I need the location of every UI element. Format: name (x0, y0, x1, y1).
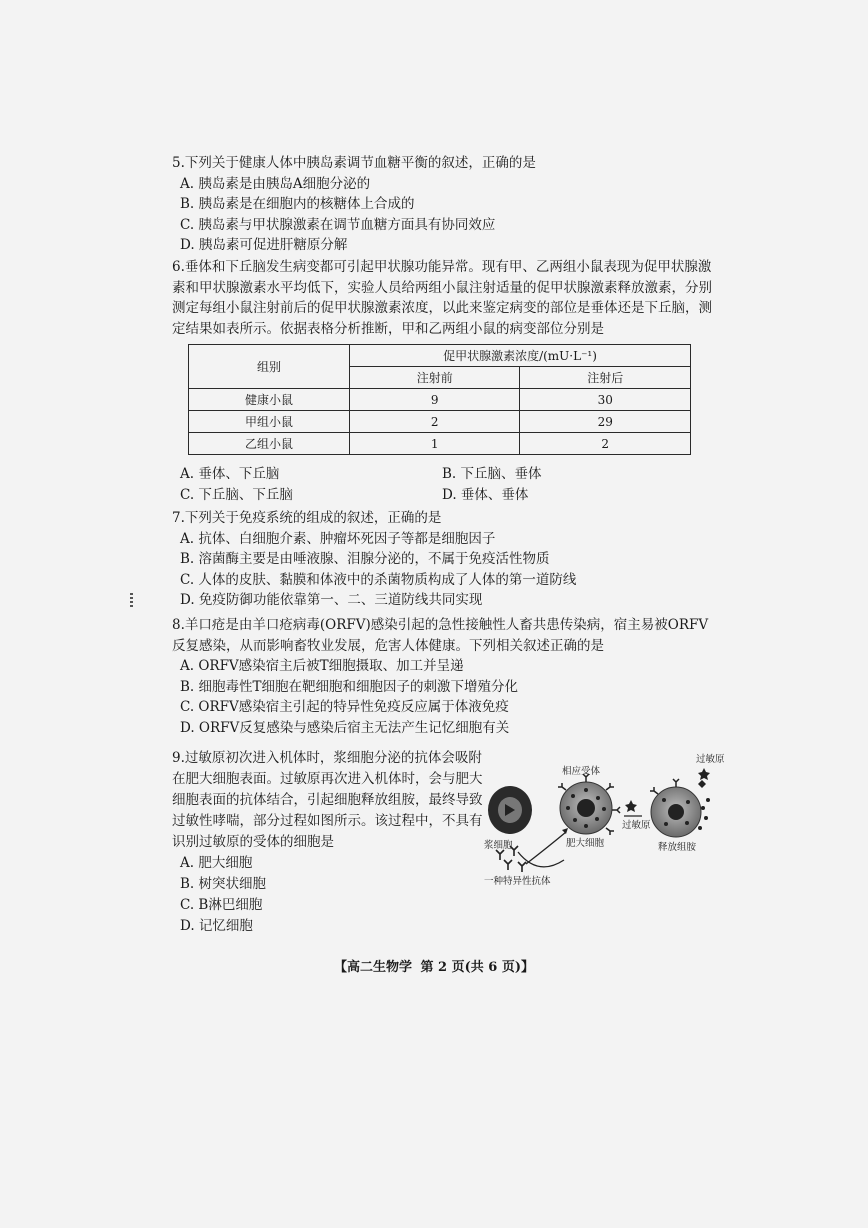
question-5-option-d: D. 胰岛素可促进肝糖原分解 (180, 237, 348, 254)
question-8-stem: 8.羊口疮是由羊口疮病毒(ORFV)感染引起的急性接触性人畜共患传染病，宿主易被ORFV反复感染，从而影响畜牧业发展，危害人体健康。下列相关叙述正确的是 (172, 617, 709, 654)
question-9 (172, 748, 484, 937)
table-row (189, 389, 691, 411)
question-6-option-a: A. 垂体、下丘脑 (180, 466, 280, 482)
page-footer (0, 956, 868, 975)
table-cell-group: 健康小鼠 (189, 389, 350, 411)
release-cell-icon (650, 779, 710, 837)
allergy-figure (478, 752, 738, 892)
question-8-option-d: D. ORFV反复感染与感染后宿主无法产生记忆细胞有关 (180, 719, 510, 736)
table-cell-before: 1 (350, 433, 520, 455)
question-7 (172, 508, 712, 611)
footer-page-number: 第 2 页(共 6 页)】 (420, 960, 535, 975)
arrow-binding (526, 832, 566, 864)
scan-mark (130, 593, 133, 607)
table-cell-group: 乙组小鼠 (189, 433, 350, 455)
question-9-stem: 9.过敏原初次进入机体时，浆细胞分泌的抗体会吸附在肥大细胞表面。过敏原再次进入机体时，会与肥大细胞表面的抗体结合，引起细胞释放组胺，最终导致过敏性哮喘，部分过程如图所示。该过程中，不具有识别过敏原的受体的细胞是 (172, 750, 483, 850)
question-7-option-d: D. 免疫防御功能依靠第一、二、三道防线共同实现 (180, 592, 483, 609)
allergen-star-icon (698, 768, 710, 780)
figure-label-allergen-mid: 过敏原 (622, 820, 651, 831)
allergen-star-icon (625, 800, 637, 812)
question-6-option-c: C. 下丘脑、下丘脑 (180, 486, 293, 503)
question-7-option-b: B. 溶菌酶主要是由唾液腺、泪腺分泌的，不属于免疫活性物质 (180, 551, 550, 568)
question-8-option-b: B. 细胞毒性T细胞在靶细胞和细胞因子的刺激下增殖分化 (180, 678, 519, 695)
figure-label-release: 释放组胺 (658, 842, 697, 853)
table-cell-group: 甲组小鼠 (189, 411, 350, 433)
question-9-option-a: A. 肥大细胞 (180, 855, 253, 871)
question-9-option-b: B. 树突状细胞 (180, 876, 267, 892)
table-header-concentration: 促甲状腺激素浓度/(mU·L⁻¹) (350, 345, 691, 367)
mast-cell-icon (558, 774, 620, 835)
table-cell-after: 29 (520, 411, 691, 433)
table-cell-after: 2 (520, 433, 691, 455)
question-9-option-d: D. 记忆细胞 (180, 918, 253, 934)
figure-label-plasma-cell: 浆细胞 (484, 840, 513, 851)
question-5 (172, 153, 712, 256)
figure-label-mast-cell: 肥大细胞 (566, 838, 605, 849)
plasma-cell-icon (488, 786, 532, 834)
figure-label-allergen-top: 过敏原 (696, 754, 725, 765)
question-7-option-c: C. 人体的皮肤、黏膜和体液中的杀菌物质构成了人体的第一道防线 (180, 571, 577, 588)
table-row (189, 411, 691, 433)
question-5-option-c: C. 胰岛素与甲状腺激素在调节血糖方面具有协同效应 (180, 216, 496, 233)
question-9-option-c: C. B淋巴细胞 (180, 897, 263, 913)
table-header-before: 注射前 (350, 367, 520, 389)
question-8 (172, 615, 712, 739)
question-5-stem: 5.下列关于健康人体中胰岛素调节血糖平衡的叙述，正确的是 (172, 155, 536, 171)
table-cell-after: 30 (520, 389, 691, 411)
allergen-diamond-icon (698, 780, 706, 788)
table-cell-before: 9 (350, 389, 520, 411)
question-5-option-b: B. 胰岛素是在细胞内的核糖体上合成的 (180, 196, 415, 213)
arrow-secretion (518, 852, 564, 867)
question-8-option-a: A. ORFV感染宿主后被T细胞摄取、加工并呈递 (180, 658, 464, 675)
table-row (189, 433, 691, 455)
table-header-group: 组别 (189, 345, 350, 389)
question-7-option-a: A. 抗体、白细胞介素、肿瘤坏死因子等都是细胞因子 (180, 530, 496, 547)
footer-subject: 【高二生物学 (333, 960, 412, 975)
question-8-option-c: C. ORFV感染宿主引起的特异性免疫反应属于体液免疫 (180, 699, 509, 716)
table-header-after: 注射后 (520, 367, 691, 389)
question-6-option-d: D. 垂体、垂体 (442, 486, 529, 503)
question-6-option-b: B. 下丘脑、垂体 (442, 466, 542, 482)
figure-label-receptor: 相应受体 (562, 766, 601, 777)
table-cell-before: 2 (350, 411, 520, 433)
figure-label-antibody: 一种特异性抗体 (484, 876, 551, 887)
question-5-option-a: A. 胰岛素是由胰岛A细胞分泌的 (180, 175, 371, 192)
question-6-table (188, 344, 691, 455)
question-6-stem: 6.垂体和下丘脑发生病变都可引起甲状腺功能异常。现有甲、乙两组小鼠表现为促甲状腺激素和甲状腺激素水平均低下，实验人员给两组小鼠注射适量的促甲状腺激素释放激素，分别测定每组小鼠注射前后的促甲状腺激素浓度，以此来鉴定病变的部位是垂体还是下丘脑，测定结果如表所示。依据表格分析推断，甲和乙两组小鼠的病变部位分别是 (172, 259, 712, 337)
question-6 (172, 257, 712, 339)
question-6-options (172, 464, 712, 505)
question-7-stem: 7.下列关于免疫系统的组成的叙述，正确的是 (172, 510, 442, 526)
